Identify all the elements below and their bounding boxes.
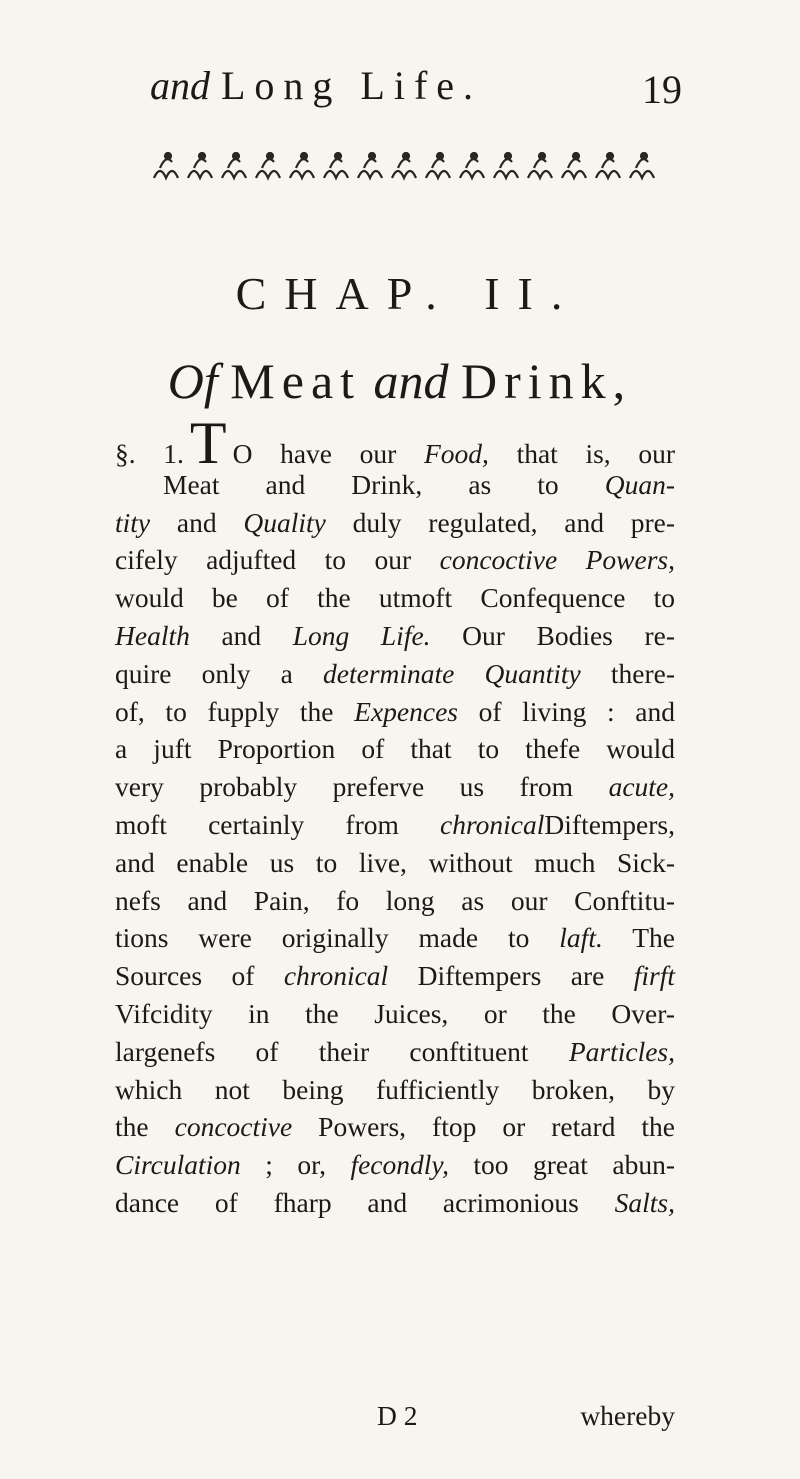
text-run: Diftempers are	[388, 960, 634, 992]
text-line	[115, 806, 675, 844]
text-run: Meat and Drink, as to	[163, 468, 605, 500]
text-run: which not being fufficiently broken, by	[115, 1073, 675, 1105]
page-number: 19	[642, 67, 682, 112]
text-run: very probably preferve us from	[115, 771, 609, 803]
text-line	[115, 1184, 675, 1222]
text-run: Sources of	[115, 960, 284, 992]
chapter-title-meat: Meat	[230, 353, 362, 409]
text-line	[115, 1108, 675, 1146]
text-run-italic: Circulation	[115, 1149, 241, 1181]
text-run: there-	[580, 657, 676, 689]
text-run: and	[189, 619, 293, 651]
text-run: too great abun-	[448, 1149, 676, 1181]
text-run: largenefs of their conftituent	[115, 1035, 569, 1067]
running-head-title	[150, 62, 482, 109]
text-line	[115, 693, 675, 731]
text-run: ; or,	[240, 1149, 351, 1181]
fleuron-row-icon	[150, 148, 660, 186]
text-run: quire only a	[115, 657, 324, 689]
text-run: tions were originally made to	[115, 922, 560, 954]
text-run: dance of fharp and acrimonious	[115, 1186, 615, 1218]
section-mark: §. 1.	[115, 438, 184, 469]
text-line	[115, 882, 675, 920]
text-run-italic: concoctive	[174, 1111, 293, 1143]
text-run-italic: Quan-	[604, 468, 675, 500]
text-run: of living : and	[457, 695, 675, 727]
text-run: would be of the utmoft Confequence to	[115, 582, 675, 614]
text-line	[115, 919, 675, 957]
text-run: that is, our	[488, 438, 675, 469]
text-run-italic: acute,	[608, 771, 675, 803]
text-line	[115, 504, 675, 542]
chapter-title-drink: Drink,	[461, 353, 633, 409]
text-line	[115, 768, 675, 806]
body-paragraph	[115, 410, 676, 1222]
text-run-italic: Expences	[354, 695, 458, 727]
text-run-italic: determinate Quantity	[323, 657, 581, 689]
text-line	[115, 617, 675, 655]
text-run-italic: concoctive Powers,	[439, 544, 676, 576]
text-run-italic: firft	[633, 960, 675, 992]
text-run-italic: chronical	[440, 808, 545, 840]
text-run: and	[150, 506, 244, 538]
text-run-italic: Particles,	[568, 1035, 675, 1067]
text-run: O have our	[232, 438, 424, 469]
text-run-italic: Food,	[423, 438, 489, 469]
text-line	[115, 995, 675, 1033]
text-run-italic: Long Life.	[292, 619, 431, 651]
text-run-italic: Quality	[243, 506, 326, 538]
text-run-italic: Health	[115, 619, 190, 651]
text-run: cifely adjufted to our	[115, 544, 440, 576]
text-run: of, to fupply the	[115, 695, 355, 727]
text-line	[115, 579, 675, 617]
chapter-title	[0, 352, 800, 410]
text-line	[115, 655, 675, 693]
text-run: the	[115, 1111, 175, 1143]
text-run: and enable us to live, without much Sick-	[115, 846, 675, 878]
text-run-italic: Salts,	[614, 1186, 675, 1218]
text-run: nefs and Pain, fo long as our Conftitu-	[115, 884, 675, 916]
text-run: Our Bodies re-	[430, 619, 675, 651]
chapter-title-and: and	[373, 353, 449, 409]
text-line	[115, 1071, 675, 1109]
text-run: Powers, ftop or retard the	[292, 1111, 675, 1143]
text-run-italic: fecondly,	[350, 1149, 449, 1181]
text-run: Diftempers,	[544, 808, 675, 840]
text-line	[115, 844, 675, 882]
text-run: The	[602, 922, 676, 954]
running-head	[150, 62, 710, 122]
text-line	[115, 1146, 675, 1184]
page-footer	[115, 1400, 675, 1440]
text-run: a juft Proportion of that to thefe would	[115, 733, 675, 765]
text-line	[115, 410, 675, 476]
running-head-caps: Long Life.	[221, 63, 483, 108]
text-run-italic: tity	[115, 506, 151, 538]
drop-cap: T	[189, 410, 227, 476]
text-run-italic: laft.	[559, 922, 603, 954]
text-line	[115, 730, 675, 768]
text-run: moft certainly from	[115, 808, 441, 840]
chapter-number: CHAP. II.	[235, 268, 581, 319]
text-run: duly regulated, and pre-	[325, 506, 675, 538]
signature-mark: D 2	[377, 1400, 418, 1431]
running-head-italic: and	[150, 63, 210, 108]
catchword: whereby	[580, 1400, 675, 1431]
text-run-italic: chronical	[283, 960, 389, 992]
text-line	[115, 466, 675, 504]
text-line	[115, 1033, 675, 1071]
text-line	[115, 957, 675, 995]
text-line	[115, 541, 675, 579]
chapter-title-of: Of	[167, 353, 218, 409]
text-run: Vifcidity in the Juices, or the Over-	[115, 997, 675, 1029]
